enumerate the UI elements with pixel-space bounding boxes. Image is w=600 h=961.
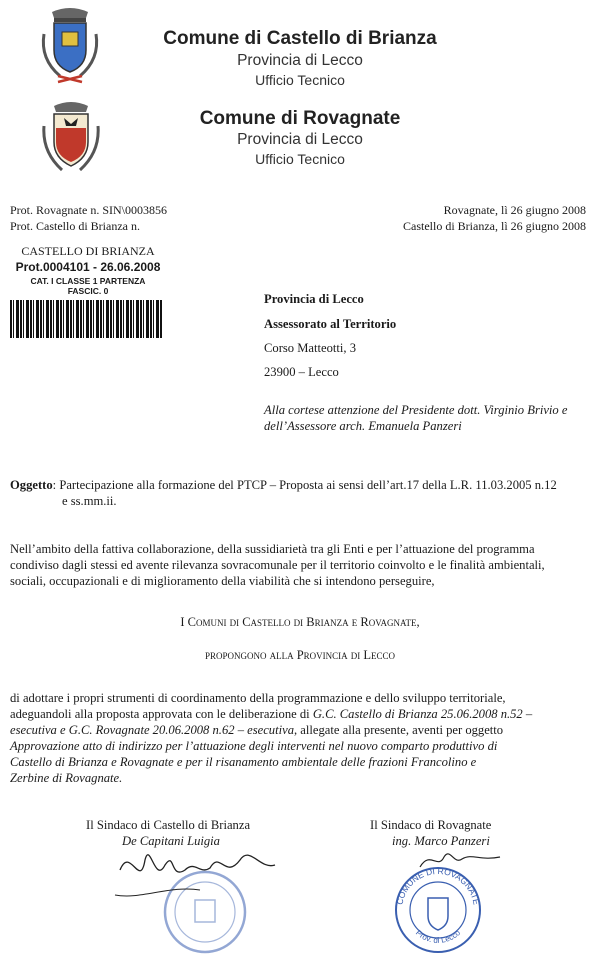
left-signature-role: Il Sindaco di Castello di Brianza xyxy=(86,818,251,832)
date-castello: Castello di Brianza, lì 26 giugno 2008 xyxy=(403,219,586,233)
para2-line3a: esecutiva e G.C. Rovagnate 20.06.2008 n.62 – esecutiva xyxy=(10,723,294,737)
para2-line3 xyxy=(10,722,503,738)
subject-line2: e ss.mm.ii. xyxy=(62,494,117,508)
castello-title: Comune di Castello di Brianza xyxy=(163,28,437,49)
para2-line1: di adottare i propri strumenti di coordinamento della programmazione e dello sviluppo territoriale, xyxy=(10,691,506,705)
para1-line3: sociali, occupazionali e di miglioramento della viabilità che si intendono perseguire, xyxy=(10,574,435,588)
para2-line2 xyxy=(10,706,532,722)
para2-line2b: G.C. Castello di Brianza 25.06.2008 n.52 – xyxy=(312,707,533,721)
left-handwritten-signature xyxy=(100,840,290,955)
para1-line1: Nell’ambito della fattiva collaborazione, della sussidiarietà tra gli Enti e per l’attuazione del programma xyxy=(10,542,535,556)
subject-text: : Partecipazione alla formazione del PTCP – Proposta ai sensi dell’art.17 della L.R. 11.03.2005 n.12 xyxy=(52,478,557,492)
stamp-line2: Prot.0004101 - 26.06.2008 xyxy=(15,260,161,274)
stamp-line4: FASCIC. 0 xyxy=(67,286,109,296)
castello-office: Ufficio Tecnico xyxy=(255,72,345,88)
attention-line2: dell’Assessore arch. Emanuela Panzeri xyxy=(264,419,462,433)
castello-crest xyxy=(30,4,110,86)
protocol-stamp xyxy=(8,244,168,296)
left-signature-name: De Capitani Luigia xyxy=(122,834,220,848)
rovagnate-province: Provincia di Lecco xyxy=(237,131,363,148)
stamp-line1: CASTELLO DI BRIANZA xyxy=(21,244,155,258)
right-signature-name: ing. Marco Panzeri xyxy=(392,834,490,848)
seal-text-bottom: Prov. di Lecco xyxy=(413,928,463,945)
para2-line3b: , allegate alla presente, aventi per oggetto xyxy=(294,723,504,737)
protocol-barcode xyxy=(10,300,162,338)
right-signature-role: Il Sindaco di Rovagnate xyxy=(370,818,492,832)
stamp-line3: CAT. I CLASSE 1 PARTENZA xyxy=(30,276,146,286)
svg-text:COMUNE DI ROVAGNATE xyxy=(394,866,481,906)
castello-province: Provincia di Lecco xyxy=(237,52,363,69)
para2-line5: Castello di Brianza e Rovagnate e per il risanamento ambientale delle frazioni Francolino e xyxy=(10,755,477,769)
center-line1: I Comuni di Castello di Brianza e Rovagnate, xyxy=(180,615,420,629)
para2-line2a: adeguandoli alla proposta approvata con le deliberazione di xyxy=(10,707,313,721)
attention-line1: Alla cortese attenzione del Presidente dott. Virginio Brivio e xyxy=(264,403,568,417)
recipient-line2: Assessorato al Territorio xyxy=(264,317,397,331)
rovagnate-title: Comune di Rovagnate xyxy=(199,108,401,129)
recipient-line3: Corso Matteotti, 3 xyxy=(264,341,356,355)
protocol-castello: Prot. Castello di Brianza n. xyxy=(10,219,140,233)
protocol-rovagnate: Prot. Rovagnate n. SIN\0003856 xyxy=(10,203,167,217)
subject xyxy=(10,477,595,493)
date-rovagnate: Rovagnate, lì 26 giugno 2008 xyxy=(443,203,586,217)
para2-line4: Approvazione atto di indirizzo per l’attuazione degli interventi nel nuovo comparto produttivo di xyxy=(10,739,498,753)
rovagnate-seal xyxy=(390,860,486,956)
seal-text-top: COMUNE DI ROVAGNATE xyxy=(394,865,482,906)
rovagnate-office: Ufficio Tecnico xyxy=(255,151,345,167)
recipient-line4: 23900 – Lecco xyxy=(264,365,339,379)
center-line2: propongono alla Provincia di Lecco xyxy=(204,648,396,662)
recipient-line1: Provincia di Lecco xyxy=(264,292,364,306)
rovagnate-crest xyxy=(36,96,106,176)
para1-line2: condiviso dagli stessi ed avente rilevanza sovracomunale per il territorio coinvolto e le finalità ambientali, xyxy=(10,558,545,572)
subject-label: Oggetto xyxy=(10,478,53,492)
para2-line6: Zerbine di Rovagnate. xyxy=(10,771,123,785)
